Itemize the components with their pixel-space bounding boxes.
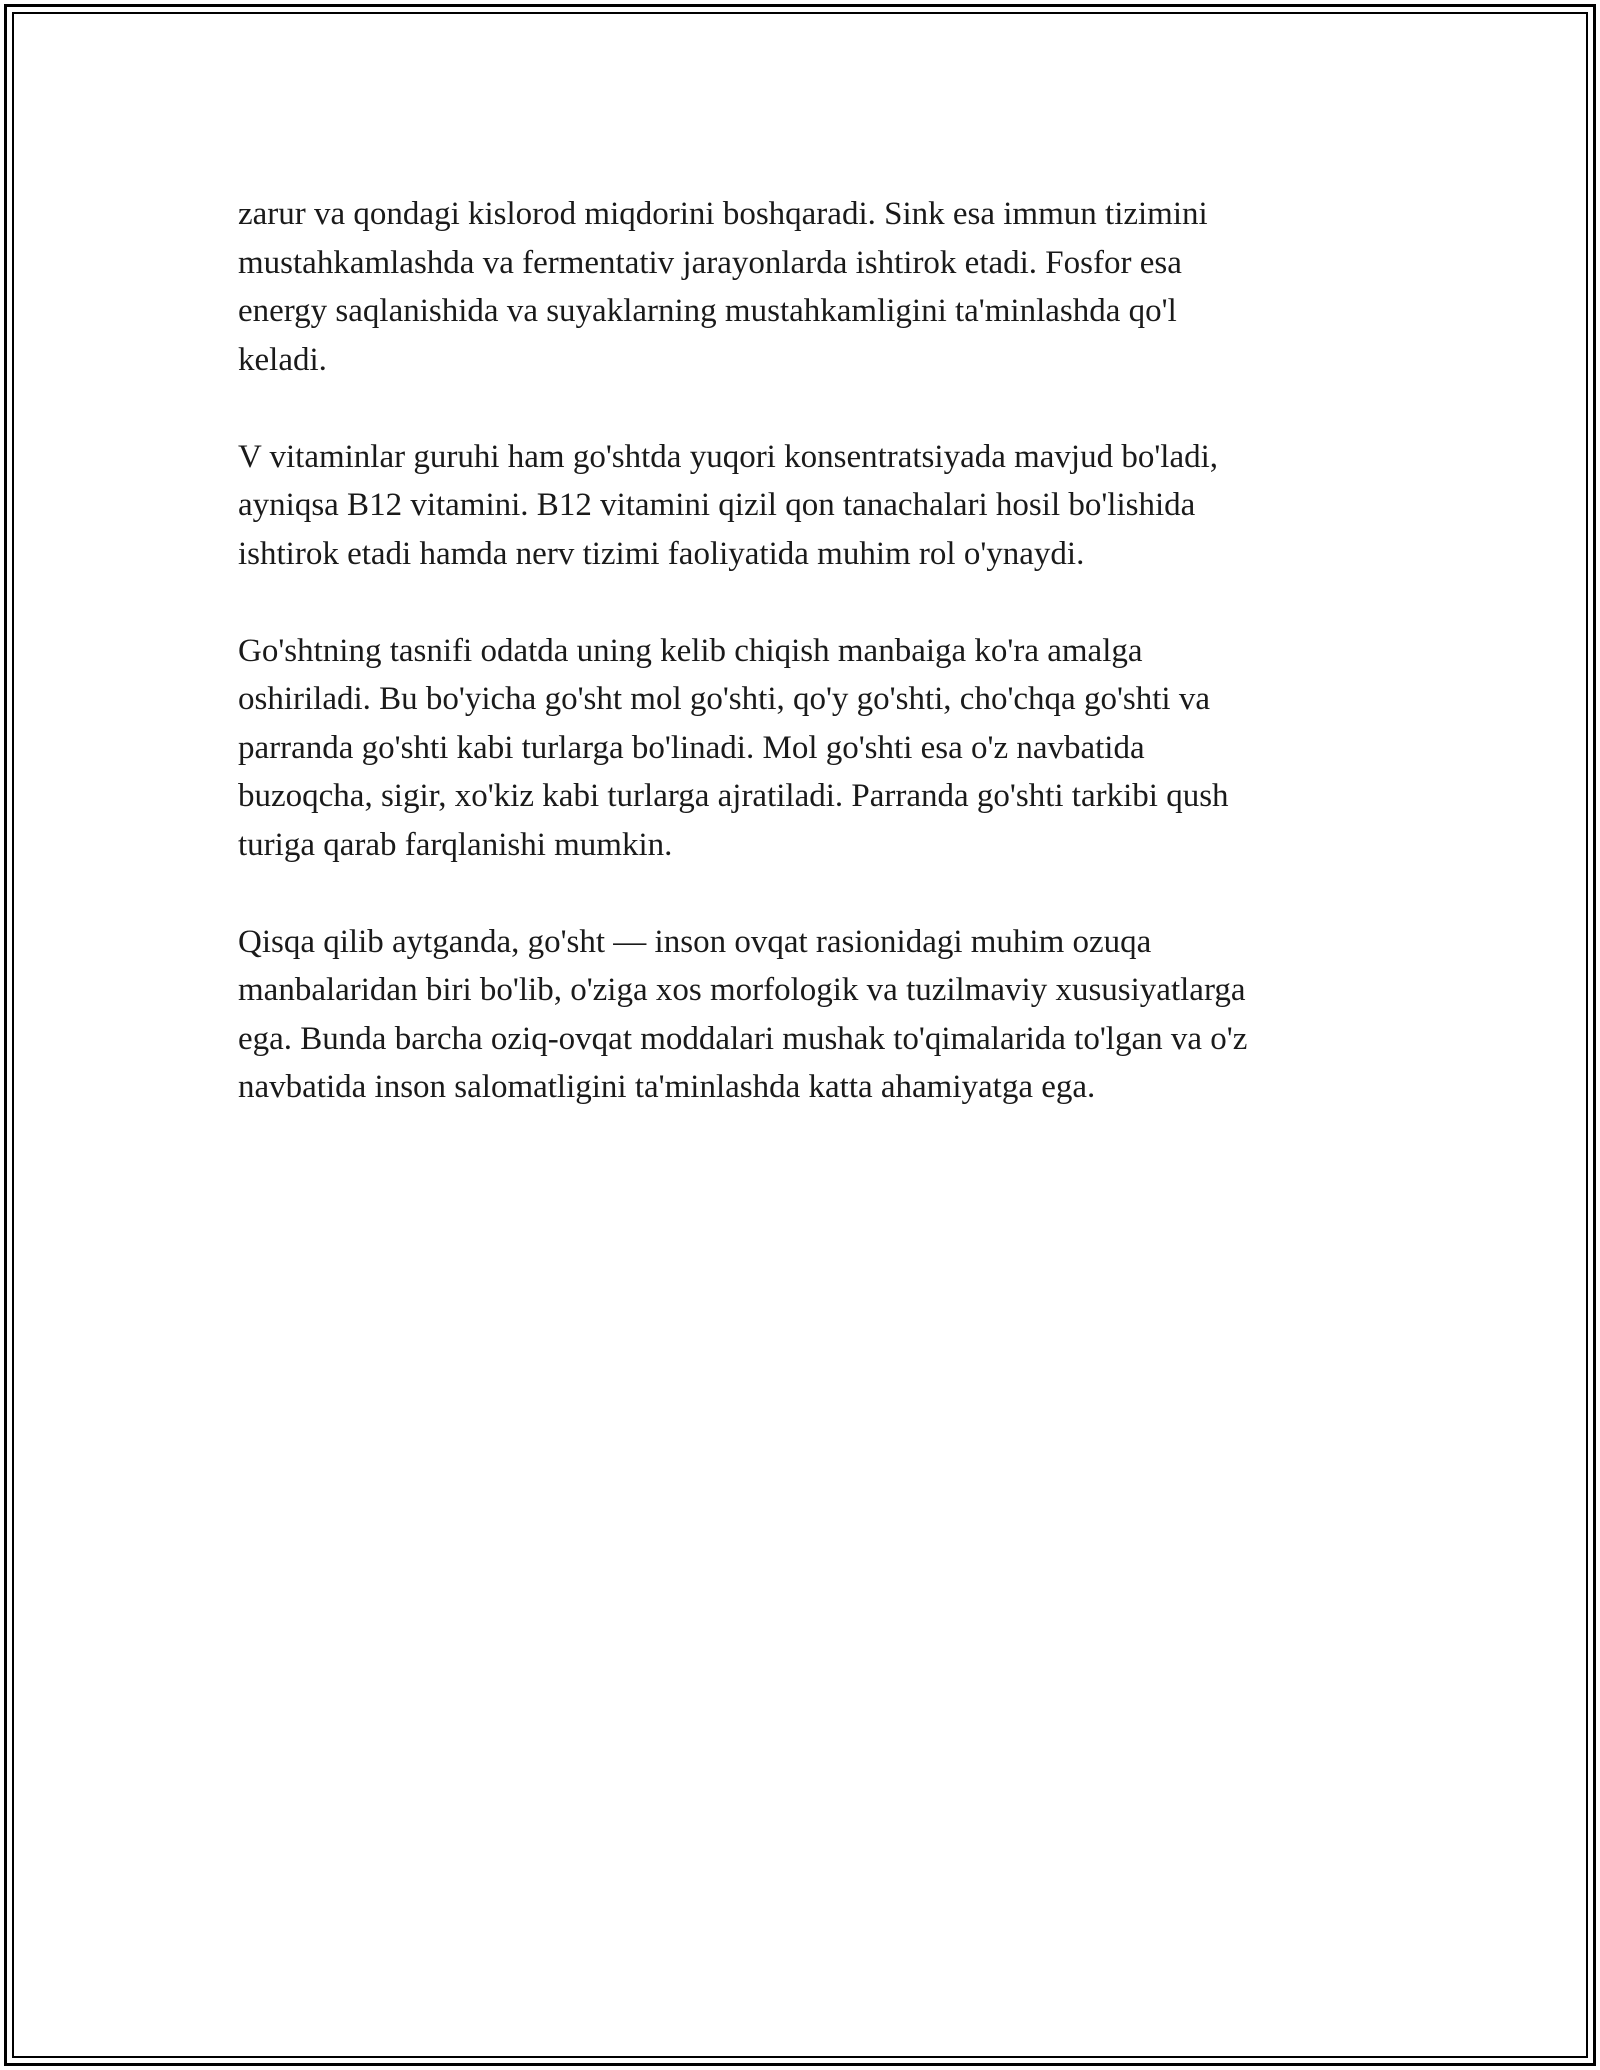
- paragraph-minerals: [238, 190, 1398, 384]
- text-line: oshiriladi. Bu bo'yicha go'sht mol go'shti, qo'y go'shti, cho'chqa go'shti va: [238, 681, 1210, 717]
- text-line: Qisqa qilib aytganda, go'sht — inson ovqat rasionidagi muhim ozuqa: [238, 923, 1152, 960]
- text-line: mustahkamlashda va fermentativ jarayonlarda ishtirok etadi. Fosfor esa: [238, 244, 1182, 281]
- text-line: turiga qarab farqlanishi mumkin.: [238, 826, 673, 863]
- text-line: Go'shtning tasnifi odatda uning kelib chiqish manbaiga ko'ra amalga: [238, 632, 1143, 669]
- text-line: manbalaridan biri bo'lib, o'ziga xos morfologik va tuzilmaviy xususiyatlarga: [238, 972, 1246, 1008]
- paragraph-vitamins: [238, 433, 1398, 579]
- paragraph-classification: [238, 627, 1398, 870]
- text-line: ayniqsa B12 vitamini. B12 vitamini qizil qon tanachalari hosil bo'lishida: [238, 487, 1196, 523]
- document-body: [238, 190, 1398, 1160]
- page-border: [4, 4, 1596, 2066]
- text-line: ega. Bunda barcha oziq-ovqat moddalari mushak to'qimalarida to'lgan va o'z: [238, 1020, 1248, 1057]
- text-line: zarur va qondagi kislorod miqdorini boshqaradi. Sink esa immun tizimini: [238, 196, 1208, 232]
- paragraph-summary: [238, 918, 1398, 1112]
- text-line: parranda go'shti kabi turlarga bo'linadi. Mol go'shti esa o'z navbatida: [238, 729, 1145, 766]
- text-line: buzoqcha, sigir, xo'kiz kabi turlarga ajratiladi. Parranda go'shti tarkibi qush: [238, 778, 1229, 814]
- text-line: ishtirok etadi hamda nerv tizimi faoliyatida muhim rol o'ynaydi.: [238, 535, 1085, 572]
- text-line: energy saqlanishida va suyaklarning mustahkamligini ta'minlashda qo'l: [238, 293, 1177, 329]
- text-line: navbatida inson salomatligini ta'minlashda katta ahamiyatga ega.: [238, 1069, 1096, 1105]
- text-line: keladi.: [238, 341, 327, 378]
- text-line: V vitaminlar guruhi ham go'shtda yuqori konsentratsiyada mavjud bo'ladi,: [238, 438, 1219, 475]
